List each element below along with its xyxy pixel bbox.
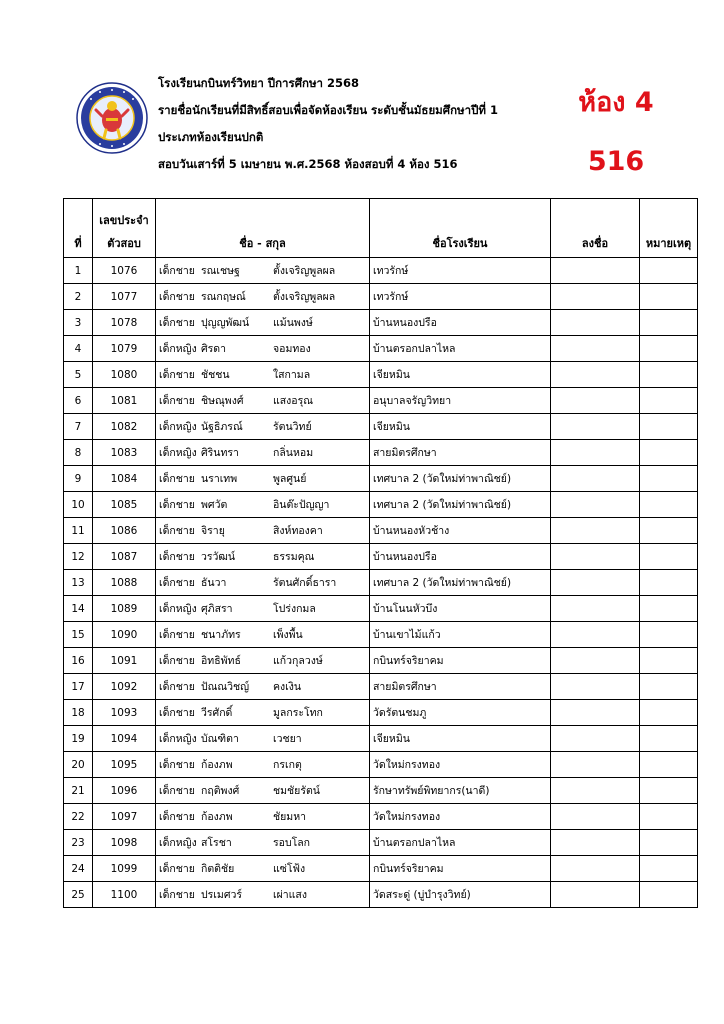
first-name: ปรเมศวร์ — [201, 889, 243, 901]
row-number: 10 — [64, 492, 93, 518]
exam-id: 1098 — [93, 830, 156, 856]
signature-cell[interactable] — [551, 882, 640, 908]
last-name: แสงอรุณ — [273, 395, 313, 407]
note-cell[interactable] — [640, 544, 698, 570]
table-row — [64, 752, 698, 778]
name-prefix: เด็กชาย — [159, 889, 195, 901]
last-name: กลิ่นหอม — [273, 447, 314, 459]
room-label: ห้อง 4 — [578, 87, 654, 118]
signature-cell[interactable] — [551, 726, 640, 752]
name-prefix: เด็กชาย — [159, 863, 195, 875]
signature-cell[interactable] — [551, 544, 640, 570]
signature-cell[interactable] — [551, 284, 640, 310]
school-name: บ้านหนองหัวช้าง — [370, 518, 551, 544]
first-name: นัฐธิภรณ์ — [201, 421, 243, 433]
student-name — [156, 700, 370, 726]
school-name: เทศบาล 2 (วัดใหม่ท่าพาณิชย์) — [370, 570, 551, 596]
table-row — [64, 700, 698, 726]
table-row — [64, 570, 698, 596]
row-number: 18 — [64, 700, 93, 726]
exam-id: 1086 — [93, 518, 156, 544]
last-name: ตั้งเจริญพูลผล — [273, 265, 336, 277]
column-header-exam-id — [93, 199, 156, 258]
school-name: วัดสระดู่ (บู่บำรุงวิทย์) — [370, 882, 551, 908]
school-emblem-icon — [76, 82, 148, 154]
name-prefix: เด็กชาย — [159, 707, 195, 719]
last-name: ชัยมหา — [273, 811, 307, 823]
last-name: กรเกตุ — [273, 759, 302, 771]
student-name — [156, 258, 370, 284]
student-name — [156, 284, 370, 310]
row-number: 17 — [64, 674, 93, 700]
signature-cell[interactable] — [551, 856, 640, 882]
exam-id: 1099 — [93, 856, 156, 882]
exam-date-line: สอบวันเสาร์ที่ 5 เมษายน พ.ศ.2568 ห้องสอบที่ 4 ห้อง 516 — [158, 157, 458, 171]
name-prefix: เด็กชาย — [159, 525, 195, 537]
student-roster-table — [63, 198, 698, 908]
exam-id: 1084 — [93, 466, 156, 492]
school-name: สายมิตรศึกษา — [370, 440, 551, 466]
signature-cell[interactable] — [551, 570, 640, 596]
last-name: รัตนศักดิ์ธารา — [273, 577, 337, 589]
row-number: 22 — [64, 804, 93, 830]
exam-id: 1083 — [93, 440, 156, 466]
student-name — [156, 492, 370, 518]
student-name — [156, 882, 370, 908]
last-name: คงเงิน — [273, 681, 302, 693]
table-row — [64, 856, 698, 882]
signature-cell[interactable] — [551, 336, 640, 362]
name-prefix: เด็กชาย — [159, 551, 195, 563]
row-number: 6 — [64, 388, 93, 414]
name-prefix: เด็กหญิง — [159, 421, 197, 433]
name-prefix: เด็กชาย — [159, 291, 195, 303]
last-name: ใสกามล — [273, 369, 311, 381]
table-row — [64, 414, 698, 440]
table-row — [64, 362, 698, 388]
student-name — [156, 414, 370, 440]
first-name: ก้องภพ — [201, 811, 233, 823]
table-row — [64, 466, 698, 492]
column-header-exam-id-line1: เลขประจำ — [99, 214, 149, 227]
school-year-line: โรงเรียนกบินทร์วิทยา ปีการศึกษา 2568 — [158, 76, 360, 90]
student-name — [156, 622, 370, 648]
exam-id: 1094 — [93, 726, 156, 752]
row-number: 24 — [64, 856, 93, 882]
row-number: 3 — [64, 310, 93, 336]
school-name: เทวรักษ์ — [370, 284, 551, 310]
signature-cell[interactable] — [551, 362, 640, 388]
row-number: 20 — [64, 752, 93, 778]
first-name: ปัณณวิชญ์ — [201, 681, 250, 693]
last-name: แม้นพงษ์ — [273, 317, 313, 329]
table-row — [64, 336, 698, 362]
last-name: แก้วกุลวงษ์ — [273, 655, 323, 667]
first-name: ชิษณุพงศ์ — [201, 395, 244, 407]
student-name — [156, 674, 370, 700]
table-row — [64, 284, 698, 310]
exam-id: 1082 — [93, 414, 156, 440]
last-name: รอบโลก — [273, 837, 311, 849]
student-name — [156, 310, 370, 336]
signature-cell[interactable] — [551, 440, 640, 466]
note-cell[interactable] — [640, 596, 698, 622]
note-cell[interactable] — [640, 752, 698, 778]
first-name: ศุภิสรา — [201, 603, 233, 615]
exam-id: 1091 — [93, 648, 156, 674]
school-name: สายมิตรศึกษา — [370, 674, 551, 700]
name-prefix: เด็กหญิง — [159, 603, 197, 615]
first-name: ชัชชน — [201, 369, 230, 381]
signature-cell[interactable] — [551, 388, 640, 414]
school-name: เทวรักษ์ — [370, 258, 551, 284]
student-name — [156, 518, 370, 544]
first-name: ธันวา — [201, 577, 227, 589]
first-name: วรวัฒน์ — [201, 551, 236, 563]
row-number: 12 — [64, 544, 93, 570]
table-row — [64, 388, 698, 414]
column-header-note: หมายเหตุ — [640, 199, 698, 258]
note-cell[interactable] — [640, 414, 698, 440]
note-cell[interactable] — [640, 388, 698, 414]
last-name: มูลกระโทก — [273, 707, 323, 719]
exam-id: 1095 — [93, 752, 156, 778]
first-name: กฤติพงศ์ — [201, 785, 240, 797]
row-number: 1 — [64, 258, 93, 284]
exam-id: 1093 — [93, 700, 156, 726]
row-number: 8 — [64, 440, 93, 466]
school-name: อนุบาลจรัญวิทยา — [370, 388, 551, 414]
row-number: 25 — [64, 882, 93, 908]
name-prefix: เด็กชาย — [159, 317, 195, 329]
first-name: บัณฑิตา — [201, 733, 239, 745]
school-name: บ้านตรอกปลาไหล — [370, 336, 551, 362]
signature-cell[interactable] — [551, 492, 640, 518]
table-row — [64, 518, 698, 544]
exam-id: 1076 — [93, 258, 156, 284]
exam-id: 1080 — [93, 362, 156, 388]
student-name — [156, 856, 370, 882]
signature-cell[interactable] — [551, 466, 640, 492]
signature-cell[interactable] — [551, 518, 640, 544]
last-name: แซ่โฟ้ง — [273, 863, 306, 875]
last-name: อินต๊ะปัญญา — [273, 499, 330, 511]
table-row — [64, 440, 698, 466]
last-name: โปร่งกมล — [273, 603, 316, 615]
column-header-exam-id-line2: ตัวสอบ — [107, 237, 141, 250]
note-cell[interactable] — [640, 570, 698, 596]
name-prefix: เด็กหญิง — [159, 343, 197, 355]
student-name — [156, 648, 370, 674]
last-name: พูลศูนย์ — [273, 473, 307, 485]
note-cell[interactable] — [640, 310, 698, 336]
name-prefix: เด็กชาย — [159, 759, 195, 771]
exam-id: 1097 — [93, 804, 156, 830]
first-name: กิตติชัย — [201, 863, 235, 875]
last-name: รัตนวิทย์ — [273, 421, 312, 433]
table-row — [64, 492, 698, 518]
student-name — [156, 726, 370, 752]
roster-title-line: รายชื่อนักเรียนที่มีสิทธิ์สอบเพื่อจัดห้องเรียน ระดับชั้นมัธยมศึกษาปีที่ 1 — [158, 103, 498, 117]
signature-cell[interactable] — [551, 674, 640, 700]
name-prefix: เด็กชาย — [159, 577, 195, 589]
roster-body — [64, 258, 698, 908]
school-name: บ้านเขาไม้แก้ว — [370, 622, 551, 648]
exam-id: 1087 — [93, 544, 156, 570]
student-name — [156, 544, 370, 570]
note-cell[interactable] — [640, 856, 698, 882]
exam-id: 1078 — [93, 310, 156, 336]
note-cell[interactable] — [640, 778, 698, 804]
row-number: 15 — [64, 622, 93, 648]
name-prefix: เด็กหญิง — [159, 447, 197, 459]
note-cell[interactable] — [640, 466, 698, 492]
table-row — [64, 648, 698, 674]
name-prefix: เด็กชาย — [159, 395, 195, 407]
student-name — [156, 752, 370, 778]
exam-id: 1079 — [93, 336, 156, 362]
column-header-num: ที่ — [64, 199, 93, 258]
table-row — [64, 596, 698, 622]
table-row — [64, 674, 698, 700]
signature-cell[interactable] — [551, 830, 640, 856]
exam-id: 1090 — [93, 622, 156, 648]
name-prefix: เด็กหญิง — [159, 837, 197, 849]
student-name — [156, 440, 370, 466]
name-prefix: เด็กหญิง — [159, 733, 197, 745]
school-name: เจียหมิน — [370, 362, 551, 388]
column-header-school: ชื่อโรงเรียน — [370, 199, 551, 258]
note-cell[interactable] — [640, 622, 698, 648]
row-number: 23 — [64, 830, 93, 856]
table-row — [64, 544, 698, 570]
name-prefix: เด็กชาย — [159, 655, 195, 667]
last-name: เพ็งพื้น — [273, 629, 303, 641]
student-name — [156, 778, 370, 804]
row-number: 9 — [64, 466, 93, 492]
last-name: สิงห์ทองคา — [273, 525, 323, 537]
note-cell[interactable] — [640, 336, 698, 362]
table-row — [64, 726, 698, 752]
student-name — [156, 596, 370, 622]
note-cell[interactable] — [640, 726, 698, 752]
signature-cell[interactable] — [551, 648, 640, 674]
signature-cell[interactable] — [551, 752, 640, 778]
first-name: ชนาภัทร — [201, 629, 241, 641]
note-cell[interactable] — [640, 700, 698, 726]
name-prefix: เด็กชาย — [159, 473, 195, 485]
student-name — [156, 336, 370, 362]
first-name: ก้องภพ — [201, 759, 233, 771]
first-name: พศวัต — [201, 499, 228, 511]
name-prefix: เด็กชาย — [159, 681, 195, 693]
note-cell[interactable] — [640, 492, 698, 518]
table-row — [64, 804, 698, 830]
school-name: กบินทร์จริยาคม — [370, 648, 551, 674]
exam-id: 1088 — [93, 570, 156, 596]
table-row — [64, 622, 698, 648]
first-name: รณกฤษณ์ — [201, 291, 246, 303]
note-cell[interactable] — [640, 362, 698, 388]
row-number: 7 — [64, 414, 93, 440]
note-cell[interactable] — [640, 440, 698, 466]
last-name: ตั้งเจริญพูลผล — [273, 291, 336, 303]
exam-id: 1092 — [93, 674, 156, 700]
exam-id: 1077 — [93, 284, 156, 310]
exam-id: 1085 — [93, 492, 156, 518]
table-row — [64, 882, 698, 908]
table-row — [64, 310, 698, 336]
row-number: 19 — [64, 726, 93, 752]
student-name — [156, 804, 370, 830]
last-name: ชมชัยรัตน์ — [273, 785, 320, 797]
last-name: จอมทอง — [273, 343, 311, 355]
first-name: วีรศักดิ์ — [201, 707, 233, 719]
school-name: บ้านตรอกปลาไหล — [370, 830, 551, 856]
first-name: ศิรดา — [201, 343, 227, 355]
name-prefix: เด็กชาย — [159, 369, 195, 381]
first-name: ศิรินทรา — [201, 447, 239, 459]
exam-id: 1096 — [93, 778, 156, 804]
table-header-row — [64, 199, 698, 258]
exam-id: 1089 — [93, 596, 156, 622]
note-cell[interactable] — [640, 804, 698, 830]
row-number: 5 — [64, 362, 93, 388]
signature-cell[interactable] — [551, 778, 640, 804]
note-cell[interactable] — [640, 284, 698, 310]
school-name: บ้านหนองปรือ — [370, 544, 551, 570]
table-row — [64, 778, 698, 804]
student-name — [156, 570, 370, 596]
row-number: 16 — [64, 648, 93, 674]
signature-cell[interactable] — [551, 310, 640, 336]
first-name: จิรายุ — [201, 525, 225, 537]
school-name: เจียหมิน — [370, 414, 551, 440]
exam-id: 1081 — [93, 388, 156, 414]
last-name: เวชยา — [273, 733, 302, 745]
note-cell[interactable] — [640, 674, 698, 700]
last-name: เผ่าแสง — [273, 889, 307, 901]
note-cell[interactable] — [640, 830, 698, 856]
school-name: วัดใหม่กรงทอง — [370, 804, 551, 830]
document-header — [158, 70, 558, 178]
note-cell[interactable] — [640, 648, 698, 674]
name-prefix: เด็กชาย — [159, 499, 195, 511]
column-header-name: ชื่อ - สกุล — [156, 199, 370, 258]
signature-cell[interactable] — [551, 700, 640, 726]
signature-cell[interactable] — [551, 414, 640, 440]
exam-id: 1100 — [93, 882, 156, 908]
school-name: รักษาทรัพย์พิทยากร(นาดี) — [370, 778, 551, 804]
school-name: บ้านโนนหัวบึง — [370, 596, 551, 622]
classroom-type-line: ประเภทห้องเรียนปกติ — [158, 130, 264, 144]
school-name: กบินทร์จริยาคม — [370, 856, 551, 882]
signature-cell[interactable] — [551, 622, 640, 648]
student-name — [156, 830, 370, 856]
first-name: ปุญญพัฒน์ — [201, 317, 250, 329]
first-name: อิทธิพัทธ์ — [201, 655, 241, 667]
student-name — [156, 388, 370, 414]
note-cell[interactable] — [640, 882, 698, 908]
table-row — [64, 258, 698, 284]
name-prefix: เด็กชาย — [159, 265, 195, 277]
note-cell[interactable] — [640, 518, 698, 544]
last-name: ธรรมคุณ — [273, 551, 315, 563]
first-name: สโรชา — [201, 837, 232, 849]
table-row — [64, 830, 698, 856]
row-number: 4 — [64, 336, 93, 362]
name-prefix: เด็กชาย — [159, 811, 195, 823]
row-number: 21 — [64, 778, 93, 804]
school-name: บ้านหนองปรือ — [370, 310, 551, 336]
first-name: นราเทพ — [201, 473, 238, 485]
name-prefix: เด็กชาย — [159, 785, 195, 797]
student-name — [156, 466, 370, 492]
row-number: 13 — [64, 570, 93, 596]
signature-cell[interactable] — [551, 258, 640, 284]
school-name: เทศบาล 2 (วัดใหม่ท่าพาณิชย์) — [370, 466, 551, 492]
school-name: วัดใหม่กรงทอง — [370, 752, 551, 778]
first-name: รณเชษฐ — [201, 265, 240, 277]
student-name — [156, 362, 370, 388]
school-name: เทศบาล 2 (วัดใหม่ท่าพาณิชย์) — [370, 492, 551, 518]
signature-cell[interactable] — [551, 596, 640, 622]
note-cell[interactable] — [640, 258, 698, 284]
name-prefix: เด็กชาย — [159, 629, 195, 641]
school-name: วัดรัตนชมภู — [370, 700, 551, 726]
row-number: 14 — [64, 596, 93, 622]
row-number: 11 — [64, 518, 93, 544]
school-name: เจียหมิน — [370, 726, 551, 752]
column-header-sign: ลงชื่อ — [551, 199, 640, 258]
room-number: 516 — [587, 146, 645, 177]
row-number: 2 — [64, 284, 93, 310]
signature-cell[interactable] — [551, 804, 640, 830]
